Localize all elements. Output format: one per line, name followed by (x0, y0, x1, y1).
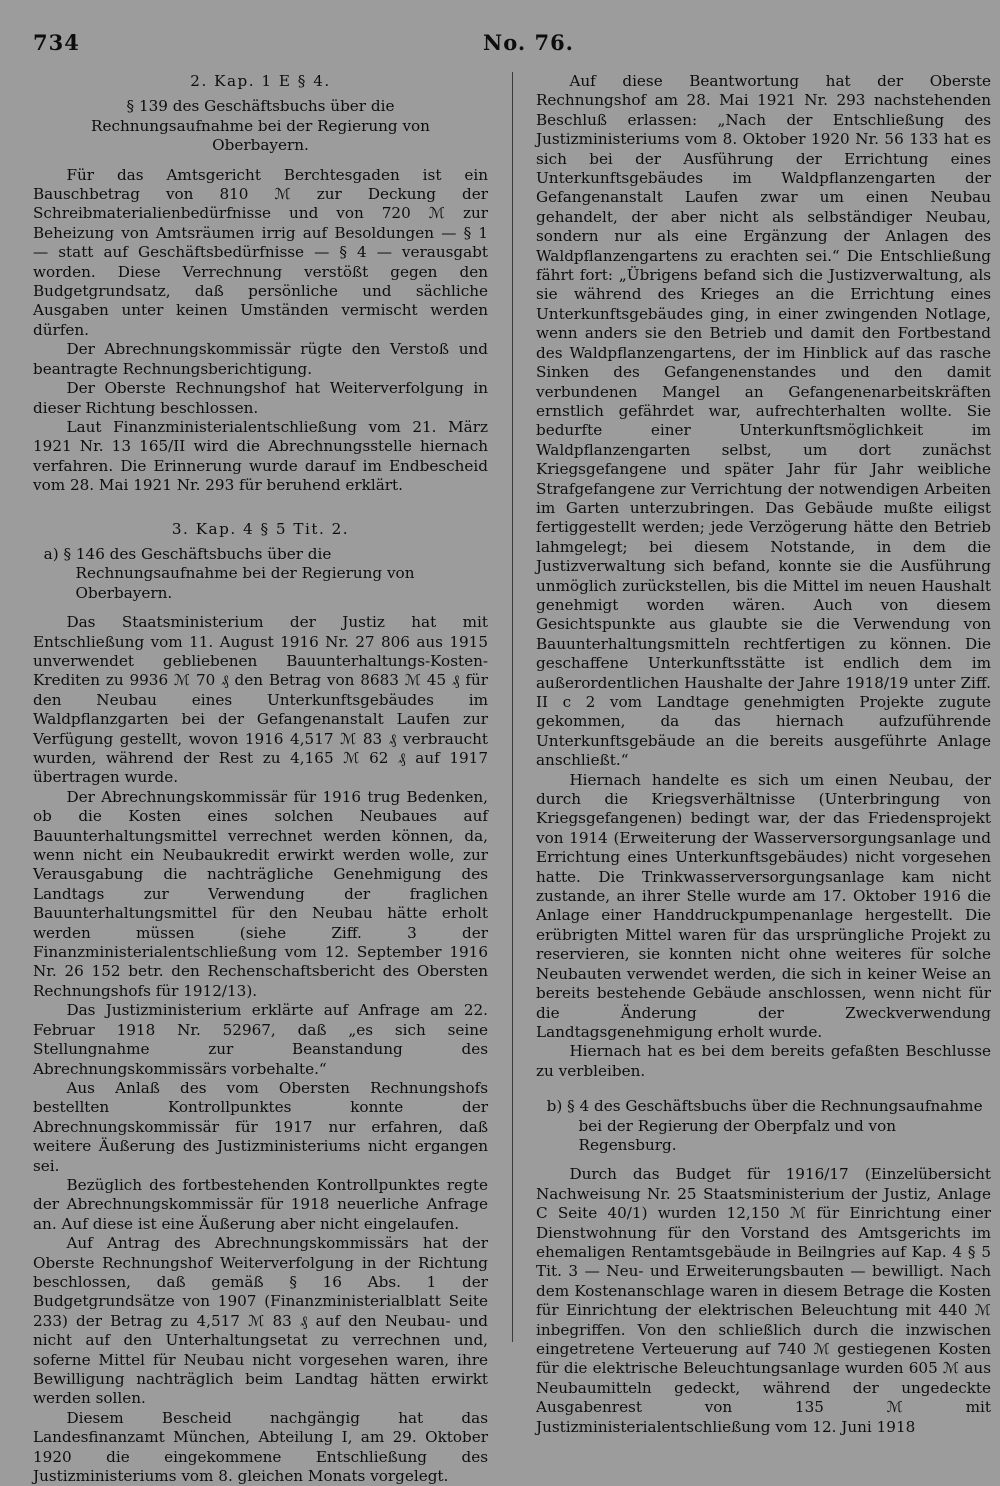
paragraph: Der Abrechnungskommissär für 1916 trug Bedenken, ob die Kosten eines solchen Neubaues auf Bauunterhaltungsmittel verrechnet werden können, da, wenn nicht ein Neubaukredit erwirkt werden wolle, zur Verausgabung die nachträgliche Genehmigung des Landtags zur Verwendung der fraglichen Bauunterhaltungsmittel für den Neubau hätte erholt werden müssen (siehe Ziff. 3 der Finanzministerialentschließung vom 12. September 1916 Nr. 26 152 betr. den Rechenschaftsbericht des Obersten Rechnungshofs für 1912/13). (33, 787, 488, 1000)
section-2-heading: 2. Kap. 1 E § 4. (190, 72, 331, 90)
page-number: 734 (33, 30, 80, 55)
page-header (33, 30, 960, 60)
paragraph: Aus Anlaß des vom Obersten Rechnungshofs bestellten Kontrollpunktes konnte der Abrechnungskommissär für 1917 nur erfahren, daß weitere Äußerung des Justizministeriums nicht ergangen sei. (33, 1078, 488, 1175)
paragraph: Bezüglich des fortbestehenden Kontrollpunktes regte der Abrechnungskommissär für 1918 neuerliche Anfrage an. Auf diese ist eine Äußerung aber nicht eingelaufen. (33, 1175, 488, 1233)
paragraph: Diesem Bescheid nachgängig hat das Landesfinanzamt München, Abteilung I, am 29. Oktober 1920 die eingekommene Entschließung des Justizministeriums vom 8. gleichen Monats vorgelegt. (33, 1408, 488, 1486)
paragraph: Hiernach handelte es sich um einen Neubau, der durch die Kriegsverhältnisse (Unterbringung von Kriegsgefangenen) bedingt war, der das Friedensprojekt von 1914 (Erweiterung der Wasserversorgungsanlage und Errichtung eines Unterkunftsgebäudes) nicht vorgesehen hatte. Die Trinkwasserversorgungsanlage kam nicht zustande, an ihrer Stelle wurde am 17. Oktober 1916 die Anlage einer Handdruckpumpenanlage hergestellt. Die erübrigten Mittel waren für das ursprüngliche Projekt zu reservieren, sie konnten nicht ohne weiteres für solche Neubauten verwendet werden, die sich in keiner Weise an bereits bestehende Gebäude anschlossen, wenn nicht für die Änderung der Zweckverwendung Landtagsgenehmigung erholt wurde. (536, 770, 991, 1041)
paragraph: Auf Antrag des Abrechnungskommissärs hat der Oberste Rechnungshof Weiterverfolgung in der Richtung beschlossen, daß gemäß § 16 Abs. 1 der Budgetgrundsätze von 1907 (Finanzministerialblatt Seite 233) der Betrag zu 4,517 ℳ 83 ₰ auf den Neubau- und nicht auf den Unterhaltungsetat zu verrechnen und, soferne Mittel für Neubau nicht vorgesehen waren, ihre Bewilligung nachträglich beim Landtag hätten erwirkt werden sollen. (33, 1234, 488, 1408)
section-3b-subheading: b) § 4 des Geschäftsbuchs über die Rechnungsaufnahme bei der Regierung der Oberpfalz und von Regensburg. (546, 1097, 983, 1154)
section-3a-subheading: a) § 146 des Geschäftsbuchs über die Rechnungsaufnahme bei der Regierung von Oberbayern. (43, 544, 415, 602)
column-divider (512, 72, 513, 1342)
paragraph: Hiernach hat es bei dem bereits gefaßten Beschlusse zu verbleiben. (536, 1042, 991, 1080)
right-column (536, 72, 991, 1437)
paragraph: Auf diese Beantwortung hat der Oberste Rechnungshof am 28. Mai 1921 Nr. 293 nachstehenden Beschluß erlassen: „Nach der Entschließung des Justizministeriums vom 8. Oktober 1920 Nr. 56 133 hat es sich bei der Ausführung der Errichtung eines Unterkunftsgebäudes im Waldpflanzengarten der Gefangenanstalt Laufen zwar um einen Neubau gehandelt, der aber nicht als selbständiger Neubau, sondern nur als eine Ergänzung der Anlagen des Waldpflanzengartens zu erachten sei.“ Die Entschließung fährt fort: „Übrigens befand sich die Justizverwaltung, als sie während des Krieges an die Errichtung eines Unterkunftsgebäudes ging, in einer zwingenden Notlage, wenn anders sie den Betrieb und damit den Fortbestand des Waldpflanzengartens, der im Hinblick auf das rasche Sinken des Gefangenenstandes und den damit verbundenen Mangel an Gefangenenarbeitskräften ernstlich gefährdet war, aufrechterhalten wollte. Sie bedurfte einer Unterkunftsmöglichkeit im Waldpflanzengarten selbst, um dort zunächst Kriegsgefangene und später Jahr für Jahr weibliche Strafgefangene zur Verrichtung der notwendigen Arbeiten im Garten unterzubringen. Das Gebäude mußte eiligst fertiggestellt werden; jede Verzögerung hätte den Betrieb lahmgelegt; bei diesem Notstande, in dem die Justizverwaltung sich befand, konnte sie die Ausführung unmöglich zurückstellen, bis die Mittel im neuen Haushalt genehmigt worden wären. Auch von diesem Gesichtspunkte aus glaubte sie die Verwendung von Bauunterhaltungsmitteln rechtfertigen zu können. Die geschaffene Unterkunftsstätte ist endlich dem im außerordentlichen Haushalte der Jahre 1918/19 unter Ziff. II c 2 vom Landtage genehmigten Projekte zugute gekommen, da das hiernach aufzuführende Unterkunftsgebäude an die bereits ausgeführte Anlage anschließt.“ (536, 72, 991, 770)
left-column (33, 72, 488, 1486)
paragraph: Durch das Budget für 1916/17 (Einzelübersicht Nachweisung Nr. 25 Staatsministerium der Justiz, Anlage C Seite 40/1) wurden 12,150 ℳ für Einrichtung einer Dienstwohnung für den Vorstand des Amtsgerichts im ehemaligen Rentamtsgebäude in Beilngries auf Kap. 4 § 5 Tit. 3 — Neu- und Erweiterungsbauten — bewilligt. Nach dem Kostenanschlage waren in diesem Betrage die Kosten für Einrichtung der elektrischen Beleuchtung mit 440 ℳ inbegriffen. Von den schließlich durch die inzwischen eingetretene Verteuerung auf 740 ℳ gestiegenen Kosten für die elektrische Beleuchtungsanlage wurden 605 ℳ aus Neubaumitteln gedeckt, während der ungedeckte Ausgabenrest von 135 ℳ mit Justizministerialentschließung vom 12. Juni 1918 (536, 1165, 991, 1436)
paragraph: Das Justizministerium erklärte auf Anfrage am 22. Februar 1918 Nr. 52967, daß „es sich seine Stellungnahme zur Beanstandung des Abrechnungskommissärs vorbehalte.“ (33, 1001, 488, 1078)
paragraph: Das Staatsministerium der Justiz hat mit Entschließung vom 11. August 1916 Nr. 27 806 aus 1915 unverwendet gebliebenen Bauunterhaltungs-Kosten-Krediten zu 9936 ℳ 70 ₰ den Betrag von 8683 ℳ 45 ₰ für den Neubau eines Unterkunftsgebäudes im Waldpflanzgarten bei der Gefangenanstalt Laufen zur Verfügung gestellt, wovon 1916 4,517 ℳ 83 ₰ verbraucht wurden, während der Rest zu 4,165 ℳ 62 ₰ auf 1917 übertragen wurde. (33, 613, 488, 787)
issue-number: No. 76. (483, 30, 574, 55)
section-2-subheading: § 139 des Geschäftsbuchs über die Rechnungsaufnahme bei der Regierung von Oberbayern. (91, 97, 430, 155)
section-3-heading: 3. Kap. 4 § 5 Tit. 2. (171, 519, 350, 538)
paragraph: Der Abrechnungskommissär rügte den Verstoß und beantragte Rechnungsberichtigung. (33, 340, 488, 378)
paragraph: Für das Amtsgericht Berchtesgaden ist ein Bauschbetrag von 810 ℳ zur Deckung der Schreibmaterialienbedürfnisse und von 720 ℳ zur Beheizung von Amtsräumen irrig auf Besoldungen — § 1 — statt auf Geschäftsbedürfnisse — § 4 — verausgabt worden. Diese Verrechnung verstößt gegen den Budgetgrundsatz, daß persönliche und sächliche Ausgaben unter keinen Umständen vermischt werden dürfen. (33, 165, 488, 339)
paragraph: Laut Finanzministerialentschließung vom 21. März 1921 Nr. 13 165/II wird die Abrechnungsstelle hiernach verfahren. Die Erinnerung wurde darauf im Endbescheid vom 28. Mai 1921 Nr. 293 für beruhend erklärt. (33, 417, 488, 495)
paragraph: Der Oberste Rechnungshof hat Weiterverfolgung in dieser Richtung beschlossen. (33, 379, 488, 417)
